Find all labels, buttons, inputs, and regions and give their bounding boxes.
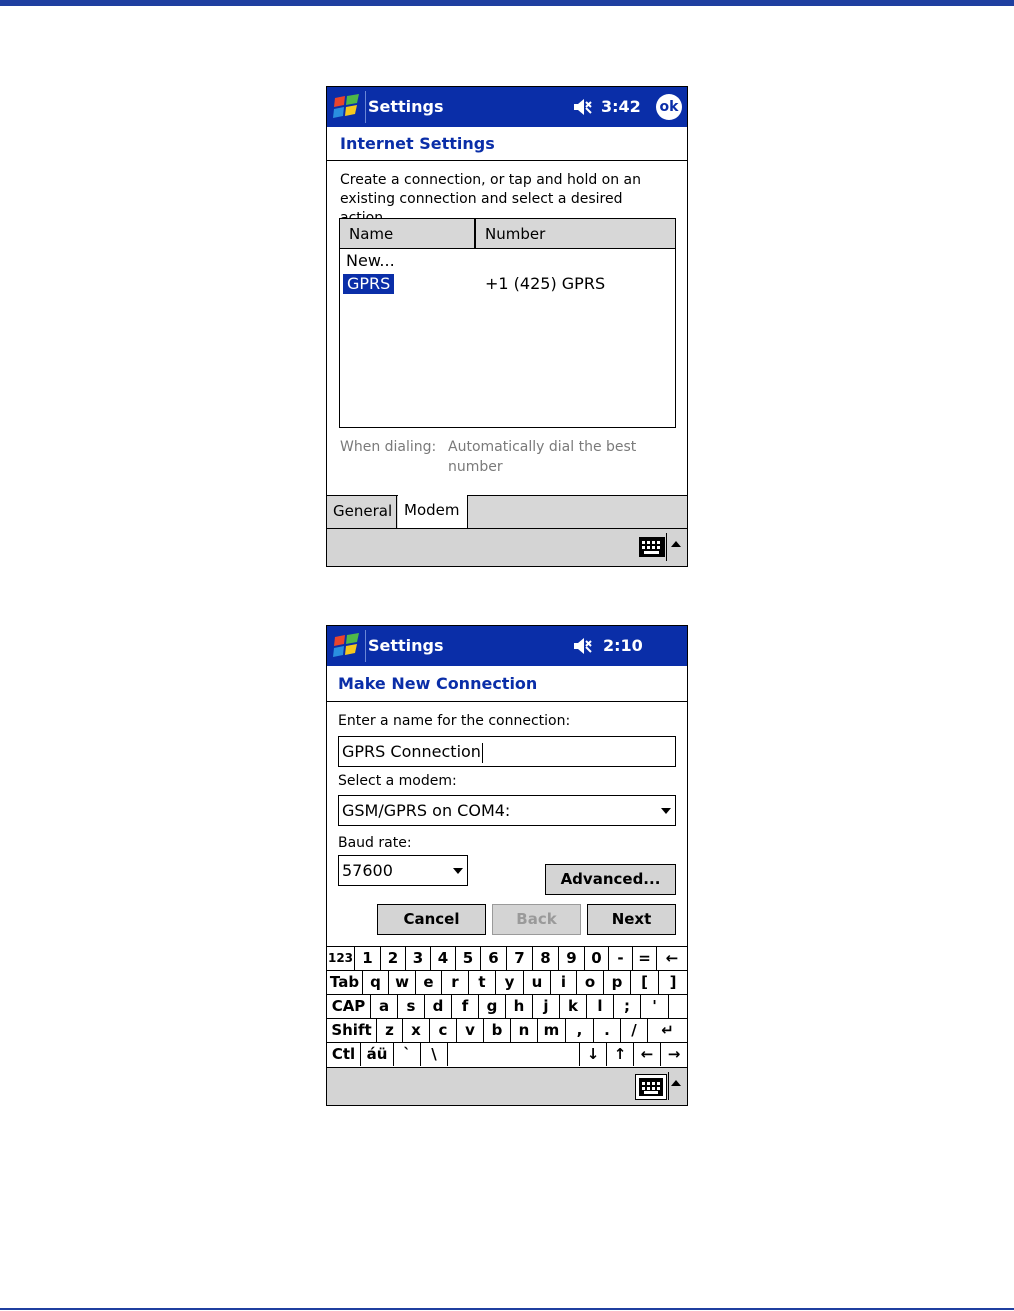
key-down-arrow[interactable]: ↓ (580, 1043, 607, 1066)
connection-name-input[interactable] (338, 736, 676, 767)
tab-strip (327, 495, 687, 529)
column-header-name[interactable]: Name (340, 219, 476, 249)
list-item-gprs-number[interactable]: +1 (425) GPRS (485, 274, 606, 293)
speaker-muted-icon[interactable] (572, 97, 594, 117)
app-title: Settings (368, 97, 444, 116)
key-j[interactable]: j (533, 995, 560, 1018)
keyboard-row-3 (327, 994, 687, 1018)
key-y[interactable]: y (496, 971, 524, 994)
title-bar (327, 626, 687, 666)
key-6[interactable]: 6 (481, 947, 507, 970)
keyboard-icon[interactable] (635, 1074, 667, 1100)
key-semicolon[interactable]: ; (614, 995, 641, 1018)
key-0[interactable]: 0 (585, 947, 609, 970)
key-backslash[interactable]: \ (421, 1043, 448, 1066)
key-shift[interactable]: Shift (327, 1019, 377, 1042)
key-tab[interactable]: Tab (327, 971, 363, 994)
speaker-muted-icon[interactable] (572, 636, 594, 656)
key-5[interactable]: 5 (456, 947, 481, 970)
key-accents[interactable]: áü (361, 1043, 394, 1066)
key-m[interactable]: m (538, 1019, 566, 1042)
key-g[interactable]: g (479, 995, 506, 1018)
key-ctl[interactable]: Ctl (327, 1043, 361, 1066)
up-arrow-icon[interactable] (671, 541, 681, 547)
key-s[interactable]: s (398, 995, 425, 1018)
key-backspace[interactable]: ← (665, 949, 679, 967)
menu-bar (327, 528, 687, 566)
back-button[interactable]: Back (492, 904, 581, 935)
key-equals[interactable]: = (633, 947, 657, 970)
dropdown-arrow-icon[interactable] (661, 808, 671, 814)
windows-start-icon[interactable] (332, 94, 362, 120)
modem-value: GSM/GPRS on COM4: (342, 801, 511, 820)
instructions-line: Create a connection, or tap and hold on an (340, 172, 642, 188)
key-left-bracket[interactable]: [ (631, 971, 659, 994)
soft-keyboard (327, 946, 687, 1068)
key-v[interactable]: v (457, 1019, 484, 1042)
key-d[interactable]: d (425, 995, 452, 1018)
dropdown-arrow-icon[interactable] (453, 868, 463, 874)
key-backtick[interactable]: ` (394, 1043, 421, 1066)
baud-rate-label: Baud rate: (338, 835, 412, 851)
key-quote[interactable]: ' (641, 995, 669, 1018)
key-r[interactable]: r (442, 971, 469, 994)
key-q[interactable]: q (363, 971, 389, 994)
key-p[interactable]: p (604, 971, 631, 994)
menu-bar (327, 1067, 687, 1105)
menu-separator (666, 533, 667, 561)
key-l[interactable]: l (587, 995, 614, 1018)
key-4[interactable]: 4 (431, 947, 456, 970)
up-arrow-icon[interactable] (671, 1080, 681, 1086)
cancel-button[interactable]: Cancel (377, 904, 486, 935)
connection-name-label: Enter a name for the connection: (338, 713, 571, 729)
windows-start-icon[interactable] (332, 633, 362, 659)
advanced-button[interactable]: Advanced... (545, 864, 676, 895)
modem-select[interactable] (338, 795, 676, 826)
keyboard-row-1 (327, 946, 687, 970)
connection-name-value: GPRS Connection (342, 742, 481, 761)
key-w[interactable]: w (389, 971, 416, 994)
dialing-value: Automatically dial the best (448, 439, 637, 455)
key-period[interactable]: . (594, 1019, 621, 1042)
title-separator (365, 91, 366, 123)
key-b[interactable]: b (484, 1019, 511, 1042)
page-header (327, 666, 687, 702)
key-e[interactable]: e (416, 971, 442, 994)
clock[interactable]: 2:10 (603, 636, 643, 655)
baud-rate-value: 57600 (342, 861, 393, 880)
key-3[interactable]: 3 (406, 947, 431, 970)
top-rule (0, 0, 1014, 6)
instructions-line: existing connection and select a desired (340, 191, 623, 207)
key-i[interactable]: i (551, 971, 577, 994)
modem-label: Select a modem: (338, 773, 457, 789)
title-bar (327, 87, 687, 127)
key-1[interactable]: 1 (355, 947, 381, 970)
next-button[interactable]: Next (587, 904, 676, 935)
keyboard-row-4 (327, 1018, 687, 1042)
key-enter[interactable]: ↵ (661, 1021, 674, 1039)
key-left-arrow[interactable]: ← (634, 1043, 661, 1066)
title-separator (365, 630, 366, 662)
key-7[interactable]: 7 (507, 947, 533, 970)
internet-settings-screen (326, 86, 688, 567)
key-space[interactable] (448, 1043, 580, 1066)
dialing-label: When dialing: (340, 439, 437, 455)
tab-general[interactable]: General (327, 496, 397, 529)
key-2[interactable]: 2 (381, 947, 406, 970)
page-title: Internet Settings (340, 134, 495, 153)
key-o[interactable]: o (577, 971, 604, 994)
app-title: Settings (368, 636, 444, 655)
key-9[interactable]: 9 (559, 947, 585, 970)
menu-separator (668, 1072, 669, 1100)
page-header (327, 127, 687, 161)
key-minus[interactable]: - (609, 947, 633, 970)
page-title: Make New Connection (338, 674, 538, 693)
key-comma[interactable]: , (566, 1019, 594, 1042)
baud-rate-select[interactable] (338, 855, 468, 886)
make-new-connection-screen (326, 625, 688, 1106)
key-caps[interactable]: CAP (327, 995, 371, 1018)
key-x[interactable]: x (403, 1019, 430, 1042)
clock[interactable]: 3:42 (601, 97, 641, 116)
key-up-arrow[interactable]: ↑ (607, 1043, 634, 1066)
instructions (340, 171, 676, 209)
key-right-bracket[interactable]: ] (669, 973, 677, 991)
key-123[interactable]: 123 (327, 947, 355, 970)
key-c[interactable]: c (430, 1019, 457, 1042)
key-h[interactable]: h (506, 995, 533, 1018)
key-8[interactable]: 8 (533, 947, 559, 970)
key-u[interactable]: u (524, 971, 551, 994)
keyboard-icon[interactable] (639, 537, 665, 557)
key-t[interactable]: t (469, 971, 496, 994)
key-a[interactable]: a (371, 995, 398, 1018)
list-item-gprs-name[interactable]: GPRS (343, 274, 394, 294)
keyboard-row-5 (327, 1042, 687, 1068)
key-z[interactable]: z (377, 1019, 403, 1042)
list-item-new[interactable]: New... (346, 251, 395, 270)
tab-modem[interactable]: Modem (398, 495, 468, 529)
key-k[interactable]: k (560, 995, 587, 1018)
connections-list[interactable] (339, 218, 676, 428)
ok-button[interactable]: ok (656, 94, 682, 120)
dialing-value-cont: number (448, 459, 503, 475)
bottom-rule (0, 1308, 1014, 1310)
key-slash[interactable]: / (621, 1019, 648, 1042)
text-caret (482, 743, 483, 763)
column-header-number[interactable]: Number (476, 219, 675, 249)
keyboard-row-2 (327, 970, 687, 994)
key-n[interactable]: n (511, 1019, 538, 1042)
key-f[interactable]: f (452, 995, 479, 1018)
key-right-arrow[interactable]: → (667, 1045, 681, 1063)
